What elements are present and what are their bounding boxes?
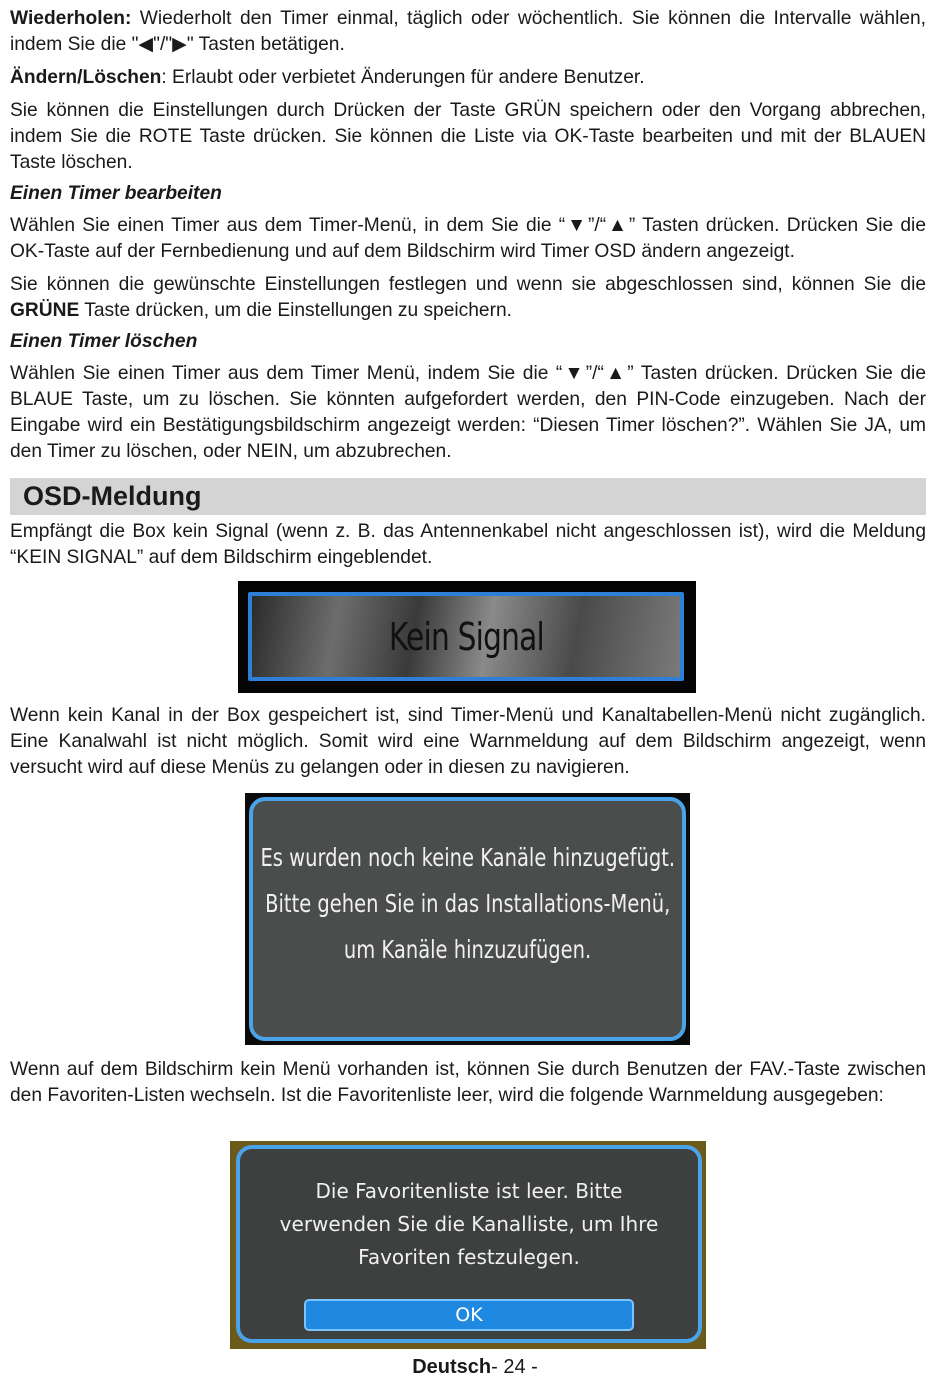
document-body [10, 6, 926, 465]
osd-dialog-message [240, 1175, 698, 1274]
text-kein-signal: Empfängt die Box kein Signal (wenn z. B. das Antennenkabel nicht angeschlossen ist), wird die Meldung “KEIN SIGNAL” auf dem Bildschirm eingeblendet. [10, 521, 926, 568]
text-aendern: : Erlaubt oder verbietet Änderungen für andere Benutzer. [161, 67, 645, 88]
paragraph-delete: Wählen Sie einen Timer aus dem Timer Menü, indem Sie die “▼”/“▲” Tasten drücken. Drücken Sie die BLAUE Taste, um zu löschen. Sie könnten aufgefordert werden, den PIN-Code einzugeben. Nach der Eingabe wird ein Bestätigungsbildschirm angezeigt werden: “Diesen Timer löschen?”. Wählen Sie JA, um den Timer zu löschen, oder NEIN, um abzubrechen. [10, 363, 926, 462]
heading-timer-bearbeiten: Einen Timer bearbeiten [10, 183, 222, 204]
term-aendern: Ändern/Löschen [10, 67, 162, 88]
osd-screenshot-kein-signal [238, 581, 696, 693]
footer-language: Deutsch [412, 1356, 492, 1378]
paragraph-edit-2 [10, 272, 926, 324]
text-edit-2-bold: GRÜNE [10, 300, 80, 321]
paragraph-wiederholen [10, 6, 926, 58]
osd-screenshot-favoriten [230, 1141, 706, 1349]
osd-screenshot-keine-kanaele [245, 793, 690, 1045]
page-number: - 24 - [491, 1356, 538, 1378]
osd-dialog-line: verwenden Sie die Kanalliste, um Ihre [279, 1212, 659, 1236]
paragraph-favoriten [10, 1057, 926, 1109]
osd-message-line: Bitte gehen Sie in das Installations-Menü, [264, 889, 671, 918]
page-footer [0, 1354, 950, 1380]
osd-banner-text: Kein Signal [388, 614, 544, 659]
paragraph-aendern [10, 65, 926, 91]
osd-dialog-box [236, 1145, 702, 1343]
term-wiederholen: Wiederholen: [10, 8, 132, 29]
heading-timer-loeschen: Einen Timer löschen [10, 331, 198, 352]
paragraph-edit-1: Wählen Sie einen Timer aus dem Timer-Menü, in dem Sie die “▼”/“▲” Tasten drücken. Drücken Sie die OK-Taste auf der Fernbedienung und auf dem Bildschirm wird Timer OSD ändern angezeigt. [10, 215, 926, 262]
paragraph-speichern: Sie können die Einstellungen durch Drücken der Taste GRÜN speichern oder den Vorgang abbrechen, indem Sie die ROTE Taste drücken. Sie können die Liste via OK-Taste bearbeiten und mit der BLAUEN Taste löschen. [10, 100, 926, 173]
text-wiederholen: Wiederholt den Timer einmal, täglich oder wöchentlich. Sie können die Intervalle wählen, indem Sie die "◀"/"▶" Tasten betätigen. [10, 8, 926, 55]
text-favoriten: Wenn auf dem Bildschirm kein Menü vorhanden ist, können Sie durch Benutzen der FAV.-Taste zwischen den Favoriten-Listen wechseln. Ist die Favoritenliste leer, wird die folgende Warnmeldung ausgegeben: [10, 1059, 926, 1106]
osd-banner [248, 592, 684, 681]
paragraph-keine-kanaele [10, 703, 926, 781]
osd-message-line: um Kanäle hinzuzufügen. [343, 935, 592, 964]
section-title-osd: OSD-Meldung [10, 478, 926, 515]
osd-message-box [249, 797, 686, 1041]
osd-dialog-line: Die Favoritenliste ist leer. Bitte [315, 1179, 623, 1203]
text-edit-2b: Taste drücken, um die Einstellungen zu speichern. [79, 300, 512, 321]
osd-dialog-line: Favoriten festzulegen. [358, 1245, 580, 1269]
text-keine-kanaele: Wenn kein Kanal in der Box gespeichert ist, sind Timer-Menü und Kanaltabellen-Menü nicht zugänglich. Eine Kanalwahl ist nicht möglich. Somit wird eine Warnmeldung auf dem Bildschirm angezeigt, wenn versucht wird auf diese Menüs zu gelangen oder in diesen zu navigieren. [10, 705, 926, 778]
osd-ok-button: OK [304, 1299, 634, 1331]
text-edit-2a: Sie können die gewünschte Einstellungen festlegen und wenn sie abgeschlossen sind, können Sie die [10, 274, 926, 295]
osd-message-line: Es wurden noch keine Kanäle hinzugefügt. [260, 843, 675, 872]
paragraph-kein-signal [10, 519, 926, 571]
